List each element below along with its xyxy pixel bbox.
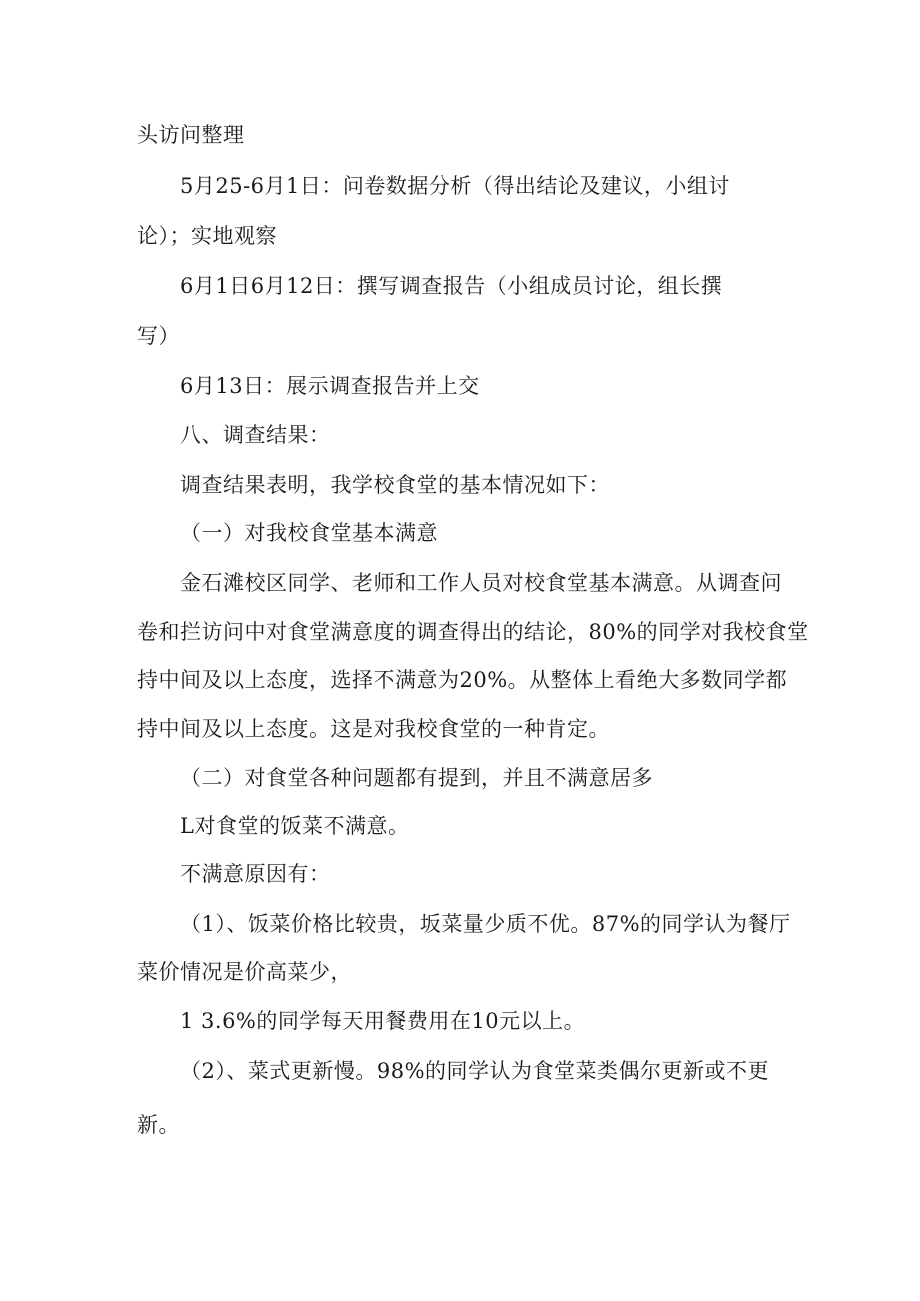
- text-line: 不满意原因有：: [180, 862, 331, 886]
- text-line: 1 3.6%的同学每天用餐费用在10元以上。: [180, 1009, 586, 1033]
- text-line: 6月13日：展示调查报告并上交: [180, 374, 480, 398]
- text-line: L对食堂的饭菜不满意。: [180, 814, 410, 838]
- text-line: 论）；实地观察: [137, 224, 277, 248]
- text-line: 菜价情况是价高菜少，: [137, 960, 352, 984]
- text-line: 金石滩校区同学、老师和工作人员对校食堂基本满意。从调查问: [180, 571, 782, 595]
- section-heading: 八、调查结果：: [180, 423, 331, 447]
- text-line: 头访问整理: [137, 123, 245, 147]
- text-line: 新。: [137, 1113, 180, 1137]
- subsection-heading: （一）对我校食堂基本满意: [180, 521, 438, 545]
- text-line: 6月1日6月12日：撰写调查报告（小组成员讨论，组长撰: [180, 274, 723, 298]
- text-line: 持中间及以上态度，选择不满意为20%。从整体上看绝大多数同学都: [137, 668, 788, 692]
- text-line: 持中间及以上态度。这是对我校食堂的一种肯定。: [137, 717, 610, 741]
- text-line: 调查结果表明，我学校食堂的基本情况如下：: [180, 473, 610, 497]
- text-line: 卷和拦访问中对食堂满意度的调查得出的结论，80%的同学对我校食堂: [137, 620, 809, 644]
- text-line: （2）、菜式更新慢。98%的同学认为食堂菜类偶尔更新或不更: [180, 1059, 770, 1083]
- text-line: 5月25-6月1日：问卷数据分析（得出结论及建议，小组讨: [180, 174, 730, 198]
- text-line: （1）、饭菜价格比较贵，坂菜量少质不优。87%的同学认为餐厅: [180, 912, 791, 936]
- text-line: 写）: [137, 324, 180, 348]
- subsection-heading: （二）对食堂各种问题都有提到，并且不满意居多: [180, 766, 653, 790]
